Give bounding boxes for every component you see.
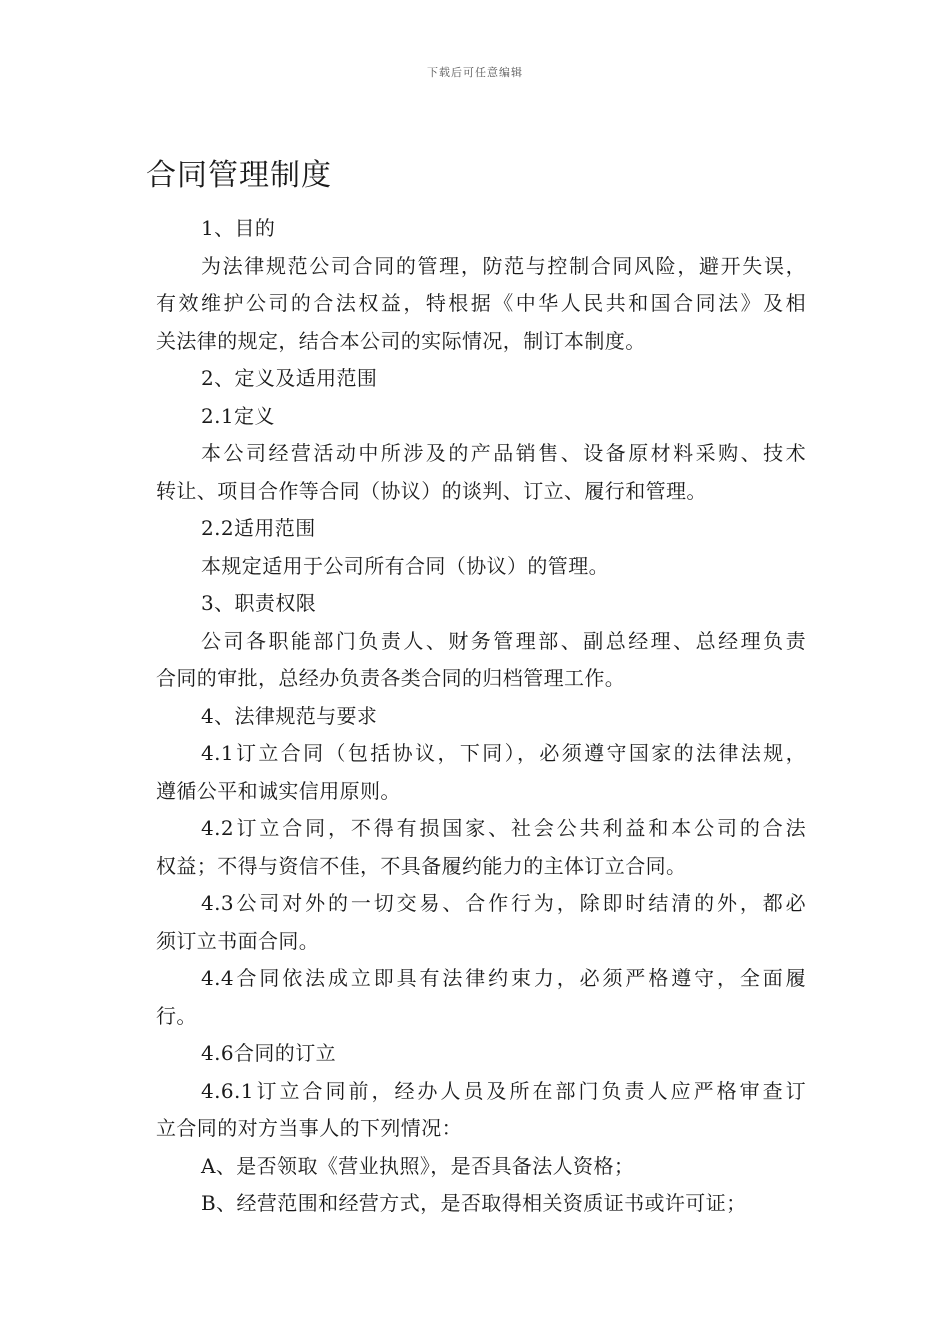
document-body xyxy=(156,210,806,1223)
list-item-a: A、是否领取《营业执照》，是否具备法人资格； xyxy=(201,1153,635,1178)
section-heading-4: 4、法律规范与要求 xyxy=(201,703,378,728)
list-item-b: B、经营范围和经营方式，是否取得相关资质证书或许可证； xyxy=(201,1191,747,1215)
paragraph-line: 为法律规范公司合同的管理，防范与控制合同风险，避开失误， xyxy=(201,253,806,278)
paragraph-line: 行。 xyxy=(156,1003,197,1028)
header-note: 下载后可任意编辑 xyxy=(427,66,523,79)
paragraph-line: 公司各职能部门负责人、财务管理部、副总经理、总经理负责 xyxy=(201,628,806,653)
paragraph-line: 本规定适用于公司所有合同（协议）的管理。 xyxy=(201,553,609,578)
paragraph-line: 4.6.1订立合同前，经办人员及所在部门负责人应严格审查订 xyxy=(201,1078,806,1103)
paragraph-line: 4.4合同依法成立即具有法律约束力，必须严格遵守，全面履 xyxy=(201,966,806,990)
paragraph-line: 转让、项目合作等合同（协议）的谈判、订立、履行和管理。 xyxy=(156,478,707,503)
document-title: 合同管理制度 xyxy=(146,158,332,193)
paragraph-line: 本公司经营活动中所涉及的产品销售、设备原材料采购、技术 xyxy=(201,441,806,465)
paragraph-line: 4.1订立合同（包括协议，下同），必须遵守国家的法律法规， xyxy=(201,741,806,765)
paragraph-line: 立合同的对方当事人的下列情况： xyxy=(156,1116,462,1140)
subsection-heading-2-1: 2.1定义 xyxy=(201,403,275,428)
paragraph-line: 权益；不得与资信不佳，不具备履约能力的主体订立合同。 xyxy=(156,853,687,878)
paragraph-line: 有效维护公司的合法权益，特根据《中华人民共和国合同法》及相 xyxy=(156,291,806,315)
subsection-heading-2-2: 2.2适用范围 xyxy=(201,516,316,540)
section-heading-2: 2、定义及适用范围 xyxy=(201,366,378,390)
paragraph-line: 4.2订立合同，不得有损国家、社会公共利益和本公司的合法 xyxy=(201,816,806,840)
section-heading-1: 1、目的 xyxy=(201,216,276,240)
paragraph-line: 须订立书面合同。 xyxy=(156,928,320,953)
paragraph-line: 4.3公司对外的一切交易、合作行为，除即时结清的外，都必 xyxy=(201,891,806,915)
paragraph-line: 遵循公平和诚实信用原则。 xyxy=(156,778,401,803)
paragraph-line: 合同的审批，总经办负责各类合同的归档管理工作。 xyxy=(156,666,626,690)
section-heading-3: 3、职责权限 xyxy=(201,591,317,615)
paragraph-line: 关法律的规定，结合本公司的实际情况，制订本制度。 xyxy=(156,328,646,353)
subsection-heading-4-6: 4.6合同的订立 xyxy=(201,1041,337,1065)
